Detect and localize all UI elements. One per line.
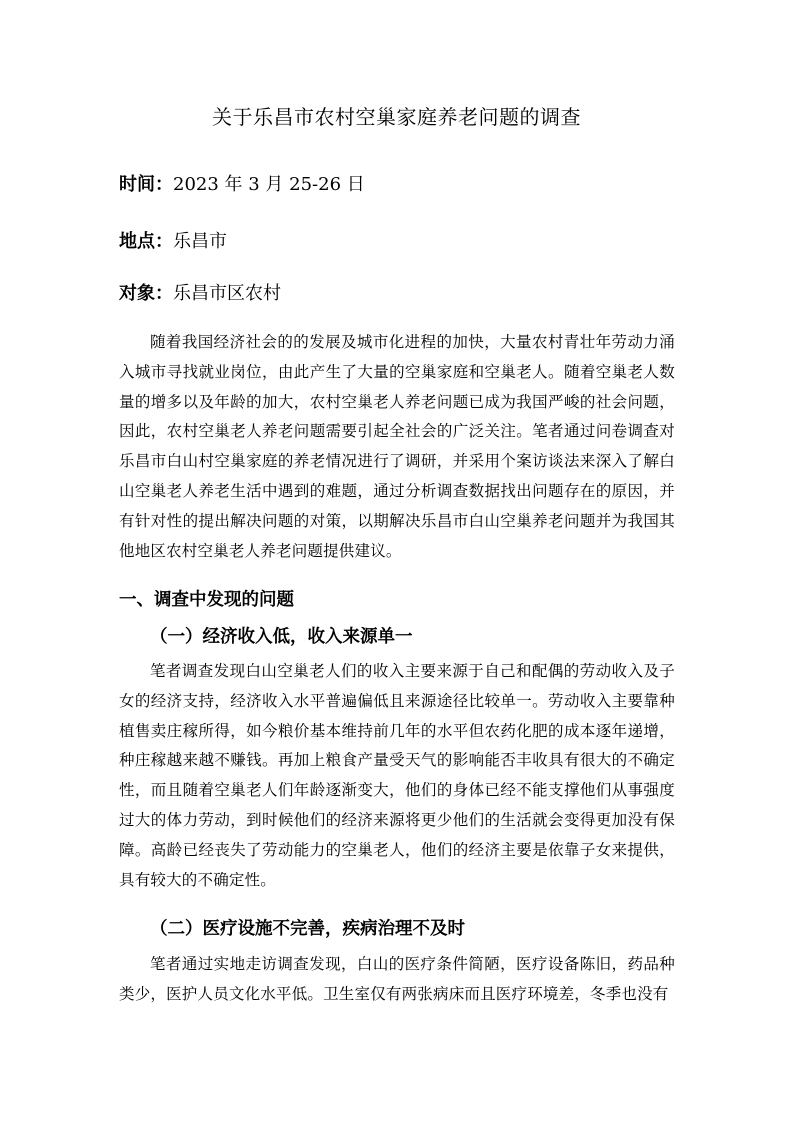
subsection-heading-2: （二）医疗设施不完善，疾病治理不及时 [150, 919, 465, 939]
subsection-heading-1: （一）经济收入低，收入来源单一 [150, 627, 413, 647]
meta-place-label: 地点： [119, 231, 173, 252]
meta-time-label: 时间： [119, 174, 173, 195]
section-heading: 一、调查中发现的问题 [119, 590, 294, 610]
meta-subject-value: 乐昌市区农村 [173, 283, 281, 304]
meta-place [119, 229, 227, 255]
intro-paragraph: 随着我国经济社会的的发展及城市化进程的加快，大量农村青壮年劳动力涌入城市寻找就业岗位，由此产生了大量的空巢家庭和空巢老人。随着空巢老人数量的增多以及年龄的加大，农村空巢老人养老问题已成为我国严峻的社会问题，因此，农村空巢老人养老问题需要引起全社会的广泛关注。笔者通过问卷调查对乐昌市白山村空巢家庭的养老情况进行了调研，并采用个案访谈法来深入了解白山空巢老人养老生活中遇到的难题，通过分析调查数据找出问题存在的原因，并有针对性的提出解决问题的对策，以期解决乐昌市白山空巢养老问题并为我国其他地区农村空巢老人养老问题提供建议。 [119, 333, 675, 560]
meta-place-value: 乐昌市 [173, 231, 227, 252]
meta-time [119, 172, 365, 198]
subsection-2-paragraph: 笔者通过实地走访调查发现，白山的医疗条件简陋，医疗设备陈旧，药品种类少，医护人员文化水平低。卫生室仅有两张病床而且医疗环境差，冬季也没有 [119, 955, 675, 1003]
meta-subject-label: 对象： [119, 283, 173, 304]
document-title: 关于乐昌市农村空巢家庭养老问题的调查 [212, 105, 581, 129]
meta-time-value: 2023 年 3 月 25-26 日 [173, 174, 365, 195]
subsection-1-paragraph: 笔者调查发现白山空巢老人们的收入主要来源于自己和配偶的劳动收入及子女的经济支持，经济收入水平普遍偏低且来源途径比较单一。劳动收入主要靠种植售卖庄稼所得，如今粮价基本维持前几年的水平但农药化肥的成本逐年递增，种庄稼越来越不赚钱。再加上粮食产量受天气的影响能否丰收具有很大的不确定性，而且随着空巢老人们年龄逐渐变大，他们的身体已经不能支撑他们从事强度过大的体力劳动，到时候他们的经济来源将更少他们的生活就会变得更加没有保障。高龄已经丧失了劳动能力的空巢老人，他们的经济主要是依靠子女来提供，具有较大的不确定性。 [119, 662, 675, 889]
meta-subject [119, 281, 281, 307]
